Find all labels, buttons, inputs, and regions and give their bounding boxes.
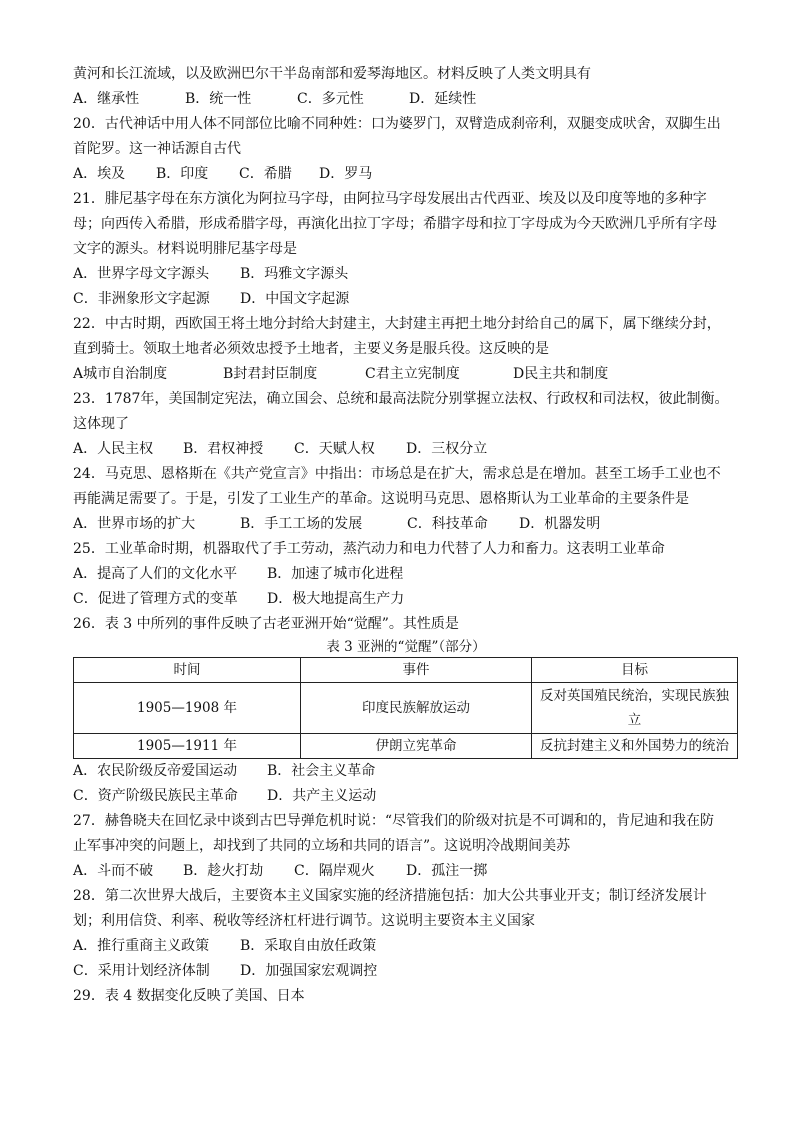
q25-stem-line: 25．工业革命时期，机器取代了手工劳动，蒸汽动力和电力代替了人力和畜力。这表明工业革命	[73, 541, 665, 557]
q21-stem-line: 母；向西传入希腊，形成希腊字母，再演化出拉丁字母；希腊字母和拉丁字母成为今天欧洲几乎所有字母	[73, 216, 717, 232]
option-d: D．三权分立	[406, 441, 488, 457]
q22-stem-line: 直到骑士。领取土地者必须效忠授予土地者，主要义务是服兵役。这反映的是	[73, 341, 549, 357]
q21-stem-line: 21．腓尼基字母在东方演化为阿拉马字母，由阿拉马字母发展出古代西亚、埃及以及印度等地的多种字	[73, 191, 707, 207]
q26-options	[73, 759, 739, 784]
option-b: B．趁火打劫	[183, 863, 264, 879]
option-c: C．多元性	[297, 91, 364, 107]
option-d: D．加强国家宏观调控	[240, 963, 378, 979]
q20-stem-line: 首陀罗。这一神话源自古代	[73, 141, 241, 157]
q21-options	[73, 287, 739, 312]
table-header-row	[74, 658, 738, 683]
option-b: B．采取自由放任政策	[240, 938, 377, 954]
table-row	[74, 734, 738, 759]
q28-stem-line: 划；利用信贷、利率、税收等经济杠杆进行调节。这说明主要资本主义国家	[73, 913, 535, 929]
q22-stem-line: 22．中古时期，西欧国王将土地分封给大封建主，大封建主再把土地分封给自己的属下，属下继续分封，	[73, 316, 721, 332]
option-a: A．人民主权	[73, 441, 154, 457]
q23-stem-line: 这体现了	[73, 416, 129, 432]
option-c: C．隔岸观火	[294, 863, 375, 879]
q24-stem-line: 24．马克思、恩格斯在《共产党宣言》中指出：市场总是在扩大，需求总是在增加。甚至工场手工业也不	[73, 466, 721, 482]
option-c: C．促进了管理方式的变革	[73, 591, 238, 607]
option-a: A．斗而不破	[73, 863, 154, 879]
q25-options	[73, 562, 739, 587]
option-a: A．推行重商主义政策	[73, 938, 210, 954]
q29-stem-line: 29．表 4 数据变化反映了美国、日本	[73, 988, 305, 1004]
option-d: D．共产主义运动	[267, 788, 377, 804]
option-c: C．天赋人权	[294, 441, 375, 457]
option-a: A．提高了人们的文化水平	[73, 566, 238, 582]
goal-line: 立	[627, 712, 642, 728]
option-d: D．孤注一掷	[406, 863, 488, 879]
q19-options	[73, 87, 739, 112]
q19-stem: 黄河和长江流域，以及欧洲巴尔干半岛南部和爱琴海地区。材料反映了人类文明具有	[73, 66, 591, 82]
q22-options	[73, 362, 739, 387]
option-a: A．世界字母文字源头	[73, 266, 210, 282]
table-row	[74, 683, 738, 734]
option-b: B．加速了城市化进程	[267, 566, 404, 582]
option-d: D．机器发明	[519, 516, 601, 532]
option-c: C．非洲象形文字起源	[73, 291, 210, 307]
q21-stem-line: 文字的源头。材料说明腓尼基字母是	[73, 241, 297, 257]
option-c: C．采用计划经济体制	[73, 963, 210, 979]
q26-options	[73, 784, 739, 809]
q20-options	[73, 162, 739, 187]
option-c: C君主立宪制度	[365, 366, 460, 382]
option-b: B．统一性	[185, 91, 252, 107]
option-c: C．科技革命	[407, 516, 488, 532]
option-c: C．希腊	[239, 166, 292, 182]
q21-options	[73, 262, 739, 287]
q28-stem-line: 28．第二次世界大战后，主要资本主义国家实施的经济措施包括：加大公共事业开支；制订经济发展计	[73, 888, 707, 904]
option-d: D民主共和制度	[513, 366, 609, 382]
table-cell-time: 1905—1911 年	[74, 734, 301, 759]
option-b: B．手工工场的发展	[240, 516, 363, 532]
table-cell-goal: 反抗封建主义和外国势力的统治	[532, 734, 738, 759]
option-c: C．资产阶级民族民主革命	[73, 788, 238, 804]
option-d: D．极大地提高生产力	[267, 591, 405, 607]
option-d: D．罗马	[319, 166, 373, 182]
table-cell-event: 伊朗立宪革命	[301, 734, 532, 759]
q27-stem-line: 止军事冲突的问题上，却找到了共同的立场和共同的语言”。这说明冷战期间美苏	[73, 838, 571, 854]
option-a: A．世界市场的扩大	[73, 516, 196, 532]
table-cell-time: 1905—1908 年	[74, 683, 301, 734]
table-header-cell: 时间	[74, 658, 301, 683]
q20-stem-line: 20．古代神话中用人体不同部位比喻不同种姓：口为婆罗门，双臂造成刹帝利，双腿变成吠舍，双脚生出	[73, 116, 721, 132]
option-d: D．中国文字起源	[240, 291, 350, 307]
table-header-cell: 事件	[301, 658, 532, 683]
q24-stem-line: 再能满足需要了。于是，引发了工业生产的革命。这说明马克思、恩格斯认为工业革命的主要条件是	[73, 491, 689, 507]
q28-options	[73, 934, 739, 959]
table-cell-goal	[532, 683, 738, 734]
option-a: A．继承性	[73, 91, 140, 107]
q24-options	[73, 512, 739, 537]
option-d: D．延续性	[409, 91, 477, 107]
table-caption: 表 3 亚洲的“觉醒”（部分）	[326, 639, 486, 655]
events-table	[73, 657, 738, 759]
q23-options	[73, 437, 739, 462]
option-b: B．社会主义革命	[267, 763, 376, 779]
option-a: A．农民阶级反帝爱国运动	[73, 763, 238, 779]
goal-line: 反对英国殖民统治，实现民族独	[540, 688, 729, 704]
q25-options	[73, 587, 739, 612]
option-b: B．印度	[156, 166, 209, 182]
table-cell-event: 印度民族解放运动	[301, 683, 532, 734]
q27-stem-line: 27．赫鲁晓夫在回忆录中谈到古巴导弹危机时说：“尽管我们的阶级对抗是不可调和的，肯尼迪和我在防	[73, 813, 714, 829]
option-b: B．玛雅文字源头	[240, 266, 349, 282]
q28-options	[73, 959, 739, 984]
table-header-cell: 目标	[532, 658, 738, 683]
option-a: A城市自治制度	[73, 366, 168, 382]
q23-stem-line: 23．1787年，美国制定宪法，确立国会、总统和最高法院分别掌握立法权、行政权和司法权，彼此制衡。	[73, 391, 729, 407]
exam-page	[73, 62, 739, 1009]
q26-stem-line: 26．表 3 中所列的事件反映了古老亚洲开始“觉醒”。其性质是	[73, 616, 459, 632]
option-b: B．君权神授	[183, 441, 264, 457]
q27-options	[73, 859, 739, 884]
option-b: B封君封臣制度	[223, 366, 318, 382]
option-a: A．埃及	[73, 166, 126, 182]
